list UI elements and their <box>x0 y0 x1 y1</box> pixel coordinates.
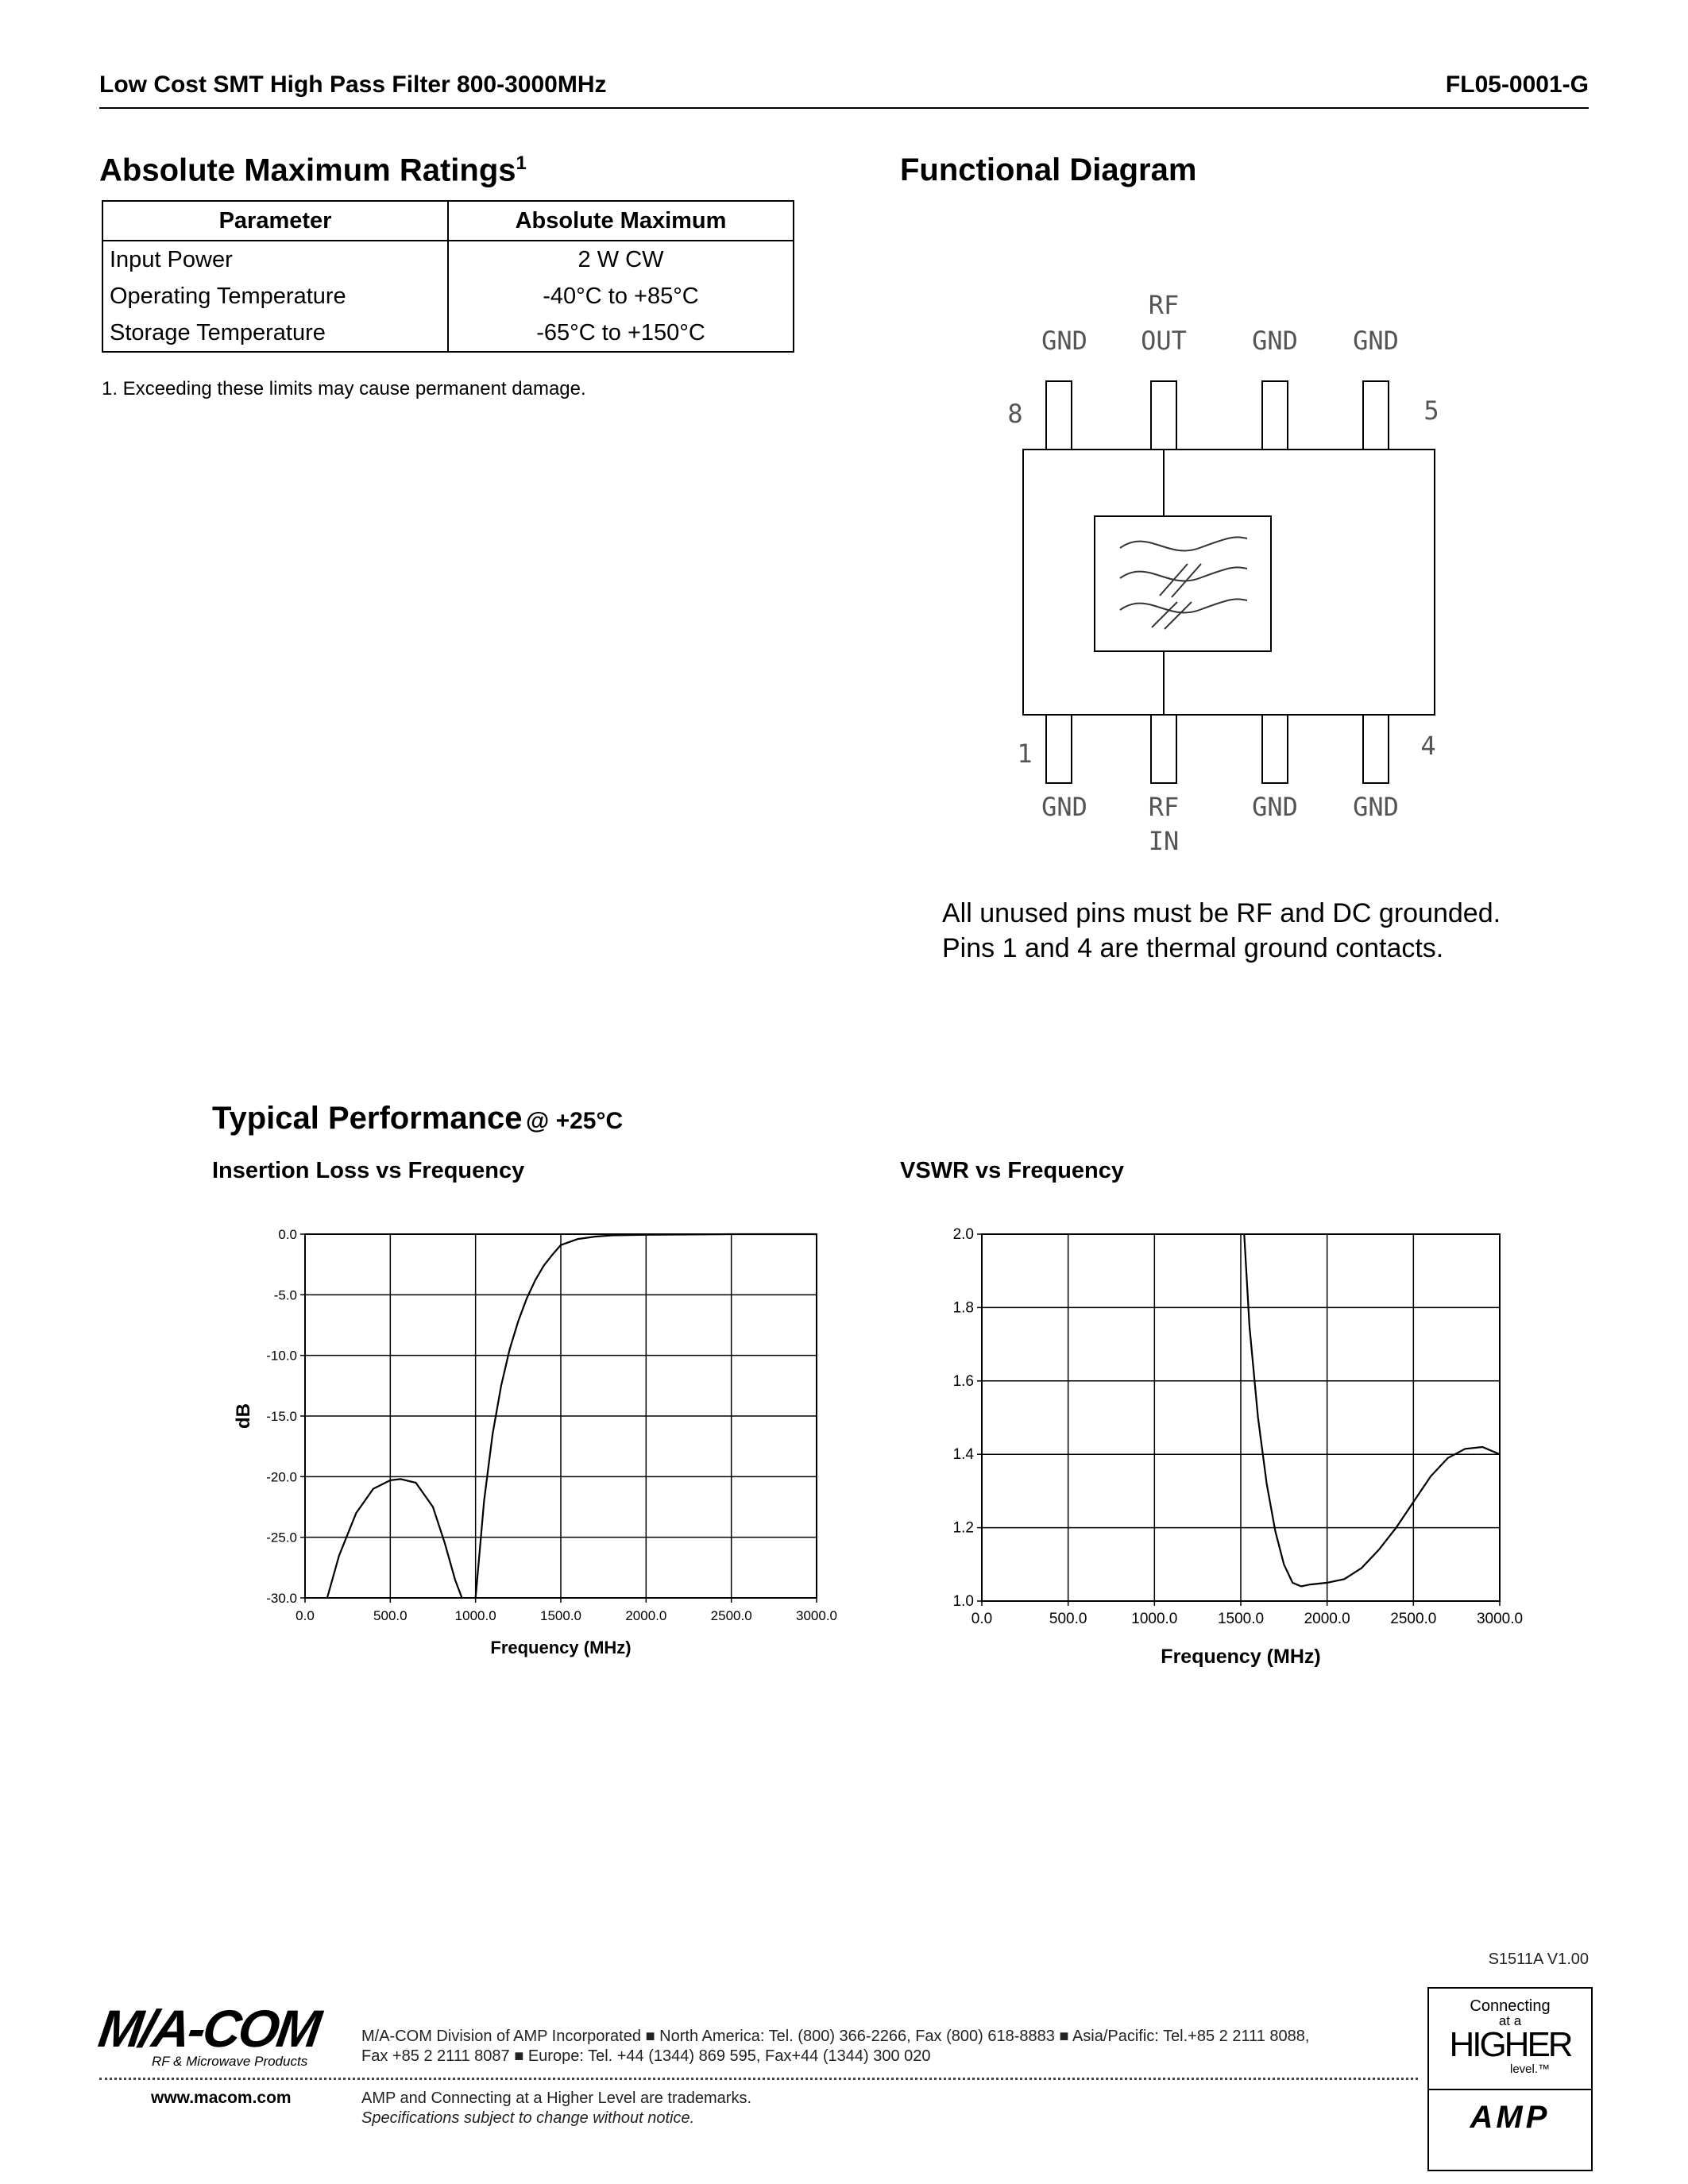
x-tick-label: 2500.0 <box>1390 1611 1437 1627</box>
pin-number-1: 1 <box>1017 739 1033 769</box>
x-tick-label: 2000.0 <box>1304 1611 1350 1627</box>
x-tick-label: 2000.0 <box>625 1608 667 1623</box>
contact-info <box>361 2027 1309 2066</box>
amp-badge <box>1427 1987 1593 2171</box>
functional-diagram <box>993 286 1501 921</box>
trademark-notice <box>361 2089 751 2128</box>
pin-number-5: 5 <box>1423 396 1439 426</box>
column-header-absolute-maximum: Absolute Maximum <box>448 201 794 241</box>
contact-line-2: Fax +85 2 2111 8087 ■ Europe: Tel. +44 (1344) 869 595, Fax+44 (1344) 300 020 <box>361 2047 931 2065</box>
x-tick-label: 1500.0 <box>540 1608 581 1623</box>
chart-title-insertion-loss: Insertion Loss vs Frequency <box>212 1158 525 1183</box>
y-tick-label: -15.0 <box>266 1409 297 1424</box>
footer-dotted-rule <box>99 2078 1418 2080</box>
ratings-table <box>102 200 794 353</box>
ratings-footnote: 1. Exceeding these limits may cause permanent damage. <box>102 378 586 399</box>
y-tick-label: 1.8 <box>952 1299 974 1317</box>
pin-4 <box>1363 715 1389 783</box>
disclaimer-line: Specifications subject to change without notice. <box>361 2109 695 2127</box>
table-row <box>102 278 794 314</box>
website-link[interactable]: www.macom.com <box>151 2089 292 2107</box>
badge-at-a: at a <box>1498 2013 1522 2028</box>
y-tick-label: -5.0 <box>273 1287 297 1303</box>
bottom-label-in: IN <box>1148 826 1180 856</box>
table-row <box>102 241 794 278</box>
macom-logo <box>95 1999 323 2070</box>
x-tick-label: 500.0 <box>1049 1611 1087 1627</box>
x-tick-label: 1500.0 <box>1217 1611 1265 1627</box>
pin-7 <box>1151 381 1176 450</box>
filter-symbol-icon <box>1095 516 1271 651</box>
top-label-out: OUT <box>1141 326 1187 356</box>
y-tick-label: 1.6 <box>952 1372 974 1390</box>
y-axis-label: dB <box>233 1403 254 1429</box>
series-line <box>1244 1234 1500 1587</box>
x-tick-label: 500.0 <box>373 1608 408 1623</box>
x-tick-label: 1000.0 <box>454 1608 496 1623</box>
bottom-label-gnd-3: GND <box>1353 792 1399 822</box>
param-cell: Operating Temperature <box>102 278 448 314</box>
bottom-label-gnd-1: GND <box>1041 792 1087 822</box>
ratings-title: Absolute Maximum Ratings$^1$ <box>99 152 527 188</box>
pin-5 <box>1363 381 1389 450</box>
pin-number-8: 8 <box>1007 399 1023 429</box>
x-tick-label: 1000.0 <box>1131 1611 1178 1627</box>
performance-title: Typical Performance <box>212 1101 523 1136</box>
trademark-line: AMP and Connecting at a Higher Level are trademarks. <box>361 2089 752 2107</box>
diagram-title: Functional Diagram <box>900 152 1197 187</box>
pin-8 <box>1046 381 1072 450</box>
top-label-gnd-1: GND <box>1041 326 1087 356</box>
insertion-loss-chart <box>214 1215 866 1668</box>
badge-connecting: Connecting <box>1470 1997 1551 2015</box>
column-header-parameter: Parameter <box>102 201 448 241</box>
contact-line-1: M/A-COM Division of AMP Incorporated ■ North America: Tel. (800) 366-2266, Fax (800) 618-8883 ■ Asia/Pacific: Tel.+85 2 2111 8088, <box>361 2028 1310 2045</box>
y-tick-label: -30.0 <box>266 1591 297 1606</box>
bottom-label-gnd-2: GND <box>1252 792 1298 822</box>
pin-6 <box>1262 381 1288 450</box>
x-axis-label: Frequency (MHz) <box>490 1638 632 1657</box>
param-cell: Input Power <box>102 241 448 278</box>
y-tick-label: -20.0 <box>266 1469 297 1485</box>
y-tick-label: 1.2 <box>952 1519 974 1537</box>
bottom-label-rf: RF <box>1148 792 1180 822</box>
pin-2 <box>1151 715 1176 783</box>
doc-code: S1511A V1.00 <box>1488 1951 1589 1968</box>
value-cell: -65°C to +150°C <box>448 314 794 352</box>
param-cell: Storage Temperature <box>102 314 448 352</box>
x-axis-label: Frequency (MHz) <box>1161 1646 1321 1668</box>
chart-title-vswr: VSWR vs Frequency <box>900 1158 1125 1183</box>
x-tick-label: 0.0 <box>971 1611 993 1627</box>
y-tick-label: -10.0 <box>266 1348 297 1364</box>
badge-higher: HIGHER <box>1449 2025 1571 2064</box>
value-cell: -40°C to +85°C <box>448 278 794 314</box>
macom-logo-subtitle: RF & Microwave Products <box>152 2054 308 2069</box>
table-header-row <box>102 201 794 241</box>
pin-3 <box>1262 715 1288 783</box>
macom-logo-text: M/A-COM <box>95 1999 323 2058</box>
performance-heading <box>212 1101 623 1136</box>
series-line <box>327 1479 462 1598</box>
value-cell: 2 W CW <box>448 241 794 278</box>
pin-number-4: 4 <box>1420 731 1436 761</box>
diagram-note-line-1: All unused pins must be RF and DC grounded. <box>942 898 1501 928</box>
x-tick-label: 3000.0 <box>796 1608 837 1623</box>
top-label-gnd-3: GND <box>1353 326 1399 356</box>
y-tick-label: 0.0 <box>278 1227 297 1242</box>
y-tick-label: 1.0 <box>952 1593 974 1610</box>
top-label-gnd-2: GND <box>1252 326 1298 356</box>
vswr-chart <box>906 1215 1573 1676</box>
table-row <box>102 314 794 352</box>
x-tick-label: 3000.0 <box>1476 1611 1524 1627</box>
ratings-title-sup: 1 <box>516 152 527 174</box>
y-tick-label: -25.0 <box>266 1530 297 1545</box>
pin-1 <box>1046 715 1072 783</box>
diagram-note <box>942 896 1501 966</box>
amp-logo: AMP <box>1429 2089 1591 2136</box>
y-tick-label: 2.0 <box>952 1226 974 1243</box>
badge-level: level.™ <box>1509 2062 1551 2076</box>
document-title: Low Cost SMT High Pass Filter 800-3000MHz <box>99 71 607 98</box>
header-rule <box>99 107 1589 109</box>
y-tick-label: 1.4 <box>952 1446 974 1464</box>
part-number: FL05-0001-G <box>1445 71 1589 98</box>
performance-condition: @ +25°C <box>525 1108 624 1134</box>
top-label-rf: RF <box>1148 290 1180 320</box>
x-tick-label: 0.0 <box>295 1608 315 1623</box>
diagram-note-line-2: Pins 1 and 4 are thermal ground contacts. <box>942 933 1444 963</box>
x-tick-label: 2500.0 <box>710 1608 752 1623</box>
